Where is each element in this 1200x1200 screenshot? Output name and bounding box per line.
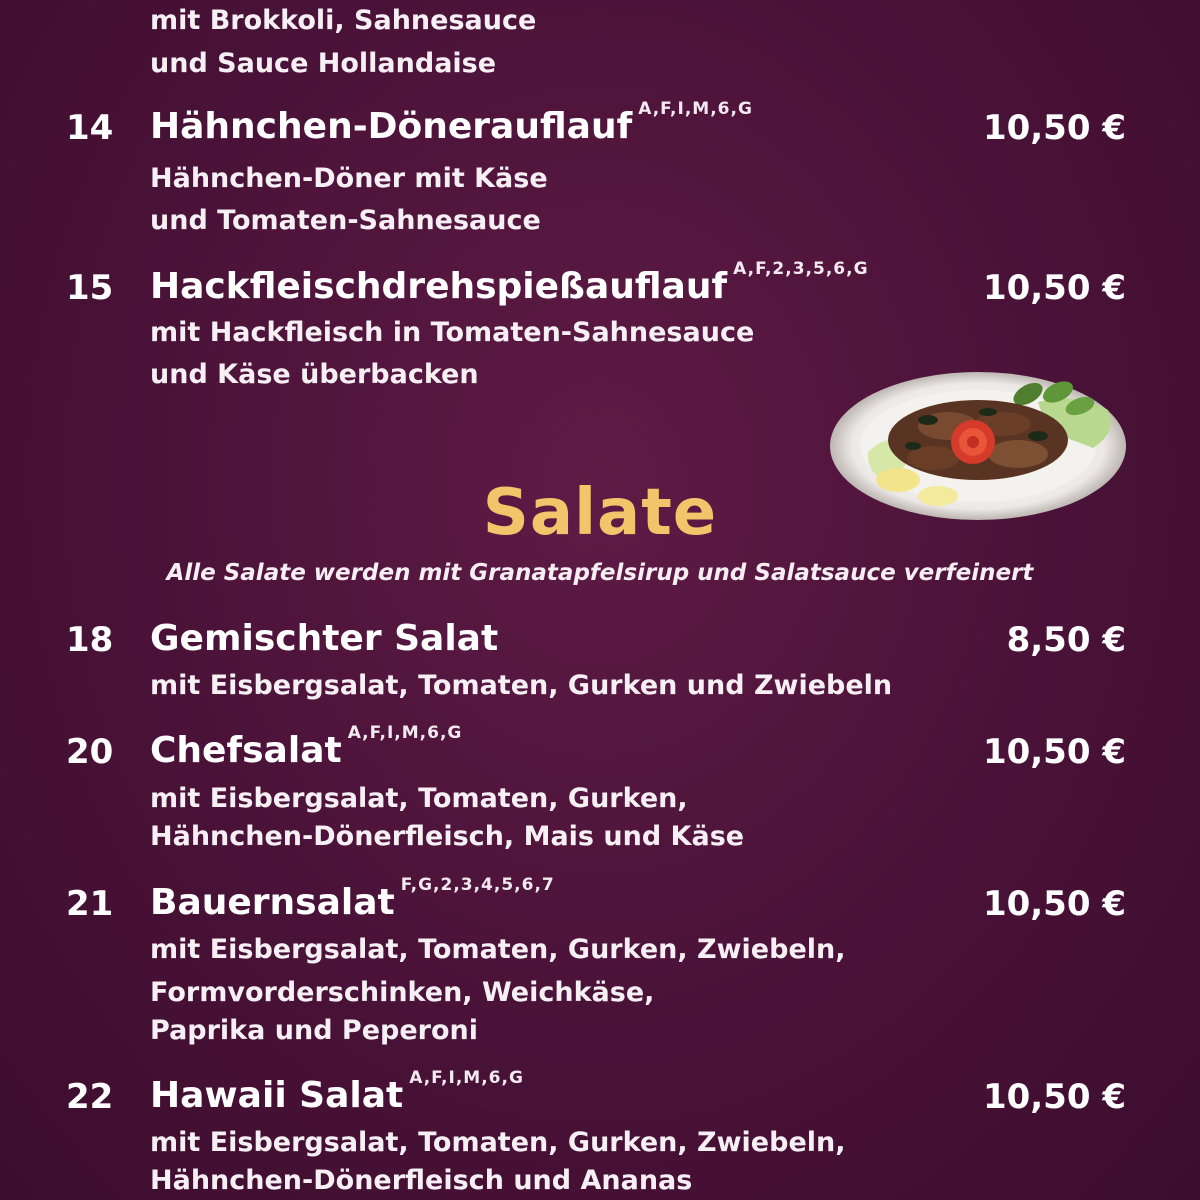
item-22-description-line-1: mit Eisbergsalat, Tomaten, Gurken, Zwiebeln, [150, 1127, 846, 1158]
item-21-name: Bauernsalat $^{F,G,2,3,4,5,6,7}$ [150, 875, 555, 923]
item-14-price: 10,50 € [982, 108, 1126, 148]
item-22-price: 10,50 € [982, 1077, 1126, 1117]
item-15-number: 15 [66, 268, 114, 308]
item-14-description-line-2: und Tomaten-Sahnesauce [150, 205, 541, 236]
item-20-name: Chefsalat $^{A,F,I,M,6,G}$ [150, 723, 463, 771]
item-20-description-line-2: Hähnchen-Dönerfleisch, Mais und Käse [150, 821, 745, 852]
item-15-allergens: A,F,2,3,5,6,G [733, 259, 869, 279]
item-15-description-line-2: und Käse überbacken [150, 359, 479, 390]
section-title-salate: Salate [482, 476, 718, 550]
item-13-description-line-1: mit Brokkoli, Sahnesauce [150, 5, 537, 36]
item-20-price: 10,50 € [982, 732, 1126, 772]
item-14-description-line-1: Hähnchen-Döner mit Käse [150, 163, 548, 194]
item-14-name: Hähnchen-Dönerauflauf $^{A,F,I,M,6,G}$ [150, 99, 753, 147]
item-13-description-line-2: und Sauce Hollandaise [150, 48, 497, 79]
item-18-price: 8,50 € [1006, 620, 1126, 660]
item-20-allergens: A,F,I,M,6,G [347, 723, 463, 743]
item-14-allergens: A,F,I,M,6,G [638, 99, 753, 119]
item-18-number: 18 [66, 620, 114, 660]
item-22-description-line-2: Hähnchen-Dönerfleisch und Ananas [150, 1165, 693, 1196]
item-21-description-line-1: mit Eisbergsalat, Tomaten, Gurken, Zwiebeln, [150, 934, 846, 965]
item-22-name: Hawaii Salat $^{A,F,I,M,6,G}$ [150, 1068, 524, 1116]
section-subtitle: Alle Salate werden mit Granatapfelsirup und Salatsauce verfeinert [166, 560, 1034, 586]
item-18-name: Gemischter Salat [150, 618, 499, 659]
item-18-description-line-1: mit Eisbergsalat, Tomaten, Gurken und Zwiebeln [150, 670, 893, 701]
item-15-name: Hackfleischdrehspießauflauf $^{A,F,2,3,5,6,G}$ [150, 259, 869, 307]
item-14-number: 14 [66, 108, 114, 148]
item-21-description-line-2: Formvorderschinken, Weichkäse, [150, 977, 655, 1008]
item-15-description-line-1: mit Hackfleisch in Tomaten-Sahnesauce [150, 317, 755, 348]
item-21-price: 10,50 € [982, 884, 1126, 924]
item-22-number: 22 [66, 1077, 114, 1117]
item-21-allergens: F,G,2,3,4,5,6,7 [400, 875, 555, 895]
item-21-number: 21 [66, 884, 114, 924]
item-15-price: 10,50 € [982, 268, 1126, 308]
item-20-description-line-1: mit Eisbergsalat, Tomaten, Gurken, [150, 783, 688, 814]
item-22-allergens: A,F,I,M,6,G [409, 1068, 524, 1088]
item-20-number: 20 [66, 732, 114, 772]
item-21-description-line-3: Paprika und Peperoni [150, 1015, 479, 1046]
